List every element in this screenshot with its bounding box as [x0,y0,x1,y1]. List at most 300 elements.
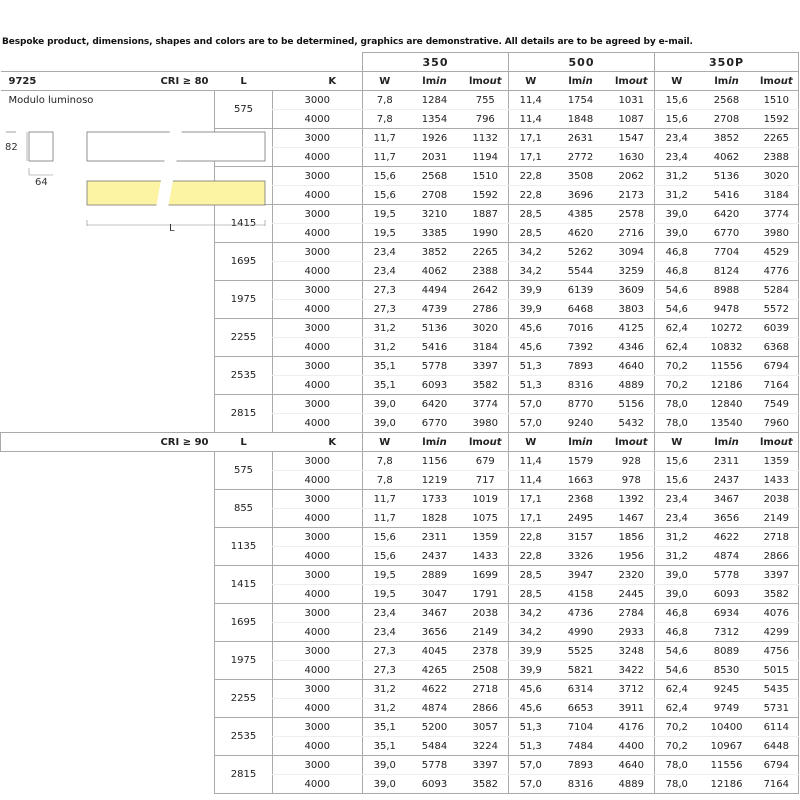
lmout-cell: 1132 [463,129,509,148]
watt-cell: 35,1 [363,376,407,395]
table-row [1,319,799,338]
cct-cell: 3000 [303,91,363,110]
length-cell: 2815 [215,395,273,433]
watt-cell: 78,0 [655,756,699,775]
lmout-cell: 1467 [609,509,655,528]
lmin-col-header: lmin [407,433,463,452]
module-lit-view [87,181,265,205]
lmin-cell: 4045 [407,642,463,661]
lmin-cell: 6093 [699,585,755,604]
watt-cell: 46,8 [655,623,699,642]
watt-col-header: W [363,433,407,452]
watt-cell: 31,2 [655,186,699,205]
lmin-cell: 3047 [407,585,463,604]
watt-cell: 31,2 [655,167,699,186]
lmin-cell: 7484 [553,737,609,756]
lmin-cell: 6468 [553,300,609,319]
table-row [1,471,799,490]
current-500-header: 500 [509,53,655,72]
table-row [1,566,799,585]
lmout-cell: 2718 [755,528,799,547]
lmout-cell: 3582 [755,585,799,604]
watt-cell: 54,6 [655,281,699,300]
cct-cell: 4000 [303,376,363,395]
lmin-cell: 8988 [699,281,755,300]
lmout-cell: 5731 [755,699,799,718]
lmin-col-header: lmin [699,72,755,91]
lmout-cell: 4076 [755,604,799,623]
watt-cell: 45,6 [509,338,553,357]
watt-cell: 23,4 [655,129,699,148]
watt-cell: 46,8 [655,604,699,623]
watt-cell: 31,2 [363,680,407,699]
watt-cell: 45,6 [509,319,553,338]
table-row [1,642,799,661]
watt-cell: 62,4 [655,699,699,718]
cct-cell: 4000 [303,186,363,205]
watt-cell: 31,2 [363,338,407,357]
lmin-cell: 4622 [699,528,755,547]
lmout-cell: 2784 [609,604,655,623]
watt-cell: 39,0 [363,756,407,775]
watt-cell: 34,2 [509,623,553,642]
cct-cell: 4000 [303,509,363,528]
table-row [1,718,799,737]
length-cell: 1975 [215,642,273,680]
watt-cell: 7,8 [363,452,407,471]
lmin-cell: 7312 [699,623,755,642]
cct-cell: 3000 [303,680,363,699]
lmout-cell: 3057 [463,718,509,737]
lmout-cell: 2445 [609,585,655,604]
cct-cell: 3000 [303,718,363,737]
lmout-cell: 1791 [463,585,509,604]
watt-cell: 27,3 [363,661,407,680]
watt-cell: 51,3 [509,376,553,395]
watt-cell: 57,0 [509,395,553,414]
watt-cell: 70,2 [655,718,699,737]
lmout-cell: 2265 [463,243,509,262]
watt-cell: 46,8 [655,243,699,262]
watt-cell: 31,2 [363,319,407,338]
table-row [1,414,799,433]
lmout-cell: 2642 [463,281,509,300]
lmout-cell: 1510 [755,91,799,110]
watt-cell: 31,2 [655,547,699,566]
lmout-cell: 3224 [463,737,509,756]
lmout-cell: 1990 [463,224,509,243]
lmin-cell: 7704 [699,243,755,262]
lmout-cell: 1699 [463,566,509,585]
lmin-cell: 3656 [407,623,463,642]
lmin-cell: 3467 [699,490,755,509]
lmout-col-header: lmout [609,72,655,91]
table-row [1,680,799,699]
lmout-cell: 6368 [755,338,799,357]
lmout-cell: 1075 [463,509,509,528]
cct-col-header: K [303,433,363,452]
lmout-cell: 2933 [609,623,655,642]
lmout-cell: 1392 [609,490,655,509]
lmin-cell: 7016 [553,319,609,338]
current-group-header [1,53,799,72]
watt-cell: 23,4 [363,623,407,642]
lmout-cell: 2038 [755,490,799,509]
table-row [1,547,799,566]
watt-cell: 23,4 [363,243,407,262]
lmin-cell: 2772 [553,148,609,167]
lmin-cell: 8316 [553,775,609,794]
lmin-cell: 4990 [553,623,609,642]
watt-cell: 23,4 [363,604,407,623]
lmin-cell: 10272 [699,319,755,338]
cct-cell: 4000 [303,661,363,680]
watt-col-header: W [655,433,699,452]
lmin-cell: 3508 [553,167,609,186]
watt-cell: 23,4 [655,490,699,509]
lmin-cell: 6420 [699,205,755,224]
watt-cell: 11,7 [363,129,407,148]
watt-cell: 19,5 [363,585,407,604]
watt-cell: 34,2 [509,243,553,262]
lmout-cell: 2866 [755,547,799,566]
lmin-cell: 5262 [553,243,609,262]
lmin-cell: 1926 [407,129,463,148]
lmin-cell: 1579 [553,452,609,471]
watt-cell: 39,0 [655,205,699,224]
lmout-cell: 3980 [463,414,509,433]
watt-cell: 15,6 [655,110,699,129]
watt-cell: 57,0 [509,756,553,775]
cct-cell: 4000 [303,338,363,357]
lmout-cell: 1887 [463,205,509,224]
width-dimension-label: 64 [35,177,48,188]
cct-cell: 4000 [303,623,363,642]
disclaimer-text: Bespoke product, dimensions, shapes and colors are to be determined, graphics are demonstrative. All details are to be agreed by e-mail. [2,37,693,47]
lmin-cell: 1848 [553,110,609,129]
watt-cell: 39,9 [509,642,553,661]
lmout-cell: 4889 [609,775,655,794]
lmout-cell: 2388 [463,262,509,281]
watt-cell: 39,0 [363,414,407,433]
watt-cell: 51,3 [509,718,553,737]
lmout-cell: 5572 [755,300,799,319]
lmin-cell: 3696 [553,186,609,205]
lmout-cell: 1547 [609,129,655,148]
watt-cell: 78,0 [655,775,699,794]
watt-cell: 62,4 [655,338,699,357]
lmout-cell: 1031 [609,91,655,110]
lmin-cell: 4739 [407,300,463,319]
lmout-cell: 4400 [609,737,655,756]
watt-col-header: W [655,72,699,91]
lmout-cell: 2149 [755,509,799,528]
lmout-cell: 6794 [755,756,799,775]
table-row [1,338,799,357]
lmout-cell: 717 [463,471,509,490]
lmout-cell: 796 [463,110,509,129]
cct-cell: 3000 [303,566,363,585]
table-row [1,376,799,395]
cct-cell: 3000 [303,243,363,262]
lmin-cell: 4736 [553,604,609,623]
watt-cell: 15,6 [363,547,407,566]
watt-cell: 34,2 [509,604,553,623]
lmout-cell: 1630 [609,148,655,167]
watt-cell: 15,6 [363,528,407,547]
lmout-cell: 978 [609,471,655,490]
lmin-cell: 4874 [699,547,755,566]
lmout-cell: 3911 [609,699,655,718]
watt-cell: 27,3 [363,300,407,319]
lmin-cell: 5136 [407,319,463,338]
lmout-cell: 3609 [609,281,655,300]
watt-cell: 35,1 [363,357,407,376]
watt-cell: 70,2 [655,737,699,756]
lmin-cell: 3157 [553,528,609,547]
lmout-cell: 2149 [463,623,509,642]
lmin-cell: 1733 [407,490,463,509]
lmout-cell: 5015 [755,661,799,680]
lmin-cell: 4158 [553,585,609,604]
watt-cell: 70,2 [655,376,699,395]
lmin-cell: 5778 [407,357,463,376]
lmin-cell: 10400 [699,718,755,737]
lmin-cell: 4494 [407,281,463,300]
lmin-col-header: lmin [699,433,755,452]
length-cell: 2255 [215,680,273,718]
lmout-cell: 2320 [609,566,655,585]
lmout-cell: 4889 [609,376,655,395]
lmout-cell: 1019 [463,490,509,509]
lmin-cell: 1156 [407,452,463,471]
lmin-cell: 8316 [553,376,609,395]
length-dimension-label: L [169,223,175,234]
lmin-cell: 4620 [553,224,609,243]
lmin-cell: 4874 [407,699,463,718]
lmout-cell: 6039 [755,319,799,338]
watt-cell: 62,4 [655,319,699,338]
length-col-header: L [215,433,273,452]
lmout-cell: 3020 [755,167,799,186]
lmin-cell: 4062 [407,262,463,281]
lmout-cell: 4640 [609,357,655,376]
cct-cell: 4000 [303,471,363,490]
lmin-cell: 4622 [407,680,463,699]
watt-cell: 17,1 [509,148,553,167]
cct-cell: 3000 [303,129,363,148]
length-col-header: L [215,72,273,91]
watt-cell: 22,8 [509,167,553,186]
lmin-cell: 2311 [699,452,755,471]
lmin-cell: 2031 [407,148,463,167]
cct-cell: 3000 [303,452,363,471]
cct-cell: 3000 [303,357,363,376]
lmout-cell: 2716 [609,224,655,243]
lmin-cell: 5778 [407,756,463,775]
cct-cell: 4000 [303,414,363,433]
cct-cell: 4000 [303,547,363,566]
lmout-cell: 3712 [609,680,655,699]
lmin-col-header: lmin [407,72,463,91]
lmin-cell: 10967 [699,737,755,756]
lmout-cell: 4125 [609,319,655,338]
table-row [1,357,799,376]
lmout-cell: 1359 [755,452,799,471]
lmin-cell: 9478 [699,300,755,319]
watt-cell: 39,0 [655,566,699,585]
lmout-cell: 1592 [755,110,799,129]
lmin-cell: 12840 [699,395,755,414]
lmout-cell: 4299 [755,623,799,642]
table-row [1,528,799,547]
lmout-cell: 1433 [755,471,799,490]
lmout-cell: 5435 [755,680,799,699]
lmin-cell: 4062 [699,148,755,167]
lmout-cell: 3259 [609,262,655,281]
length-cell: 1975 [215,281,273,319]
cct-cell: 4000 [303,585,363,604]
cct-cell: 4000 [303,775,363,794]
lmin-cell: 3852 [699,129,755,148]
lmout-cell: 7960 [755,414,799,433]
lmin-cell: 2631 [553,129,609,148]
lmin-cell: 3210 [407,205,463,224]
lmout-cell: 3774 [755,205,799,224]
lmin-cell: 6093 [407,376,463,395]
lmin-cell: 5200 [407,718,463,737]
watt-cell: 34,2 [509,262,553,281]
length-cell: 1695 [215,604,273,642]
lmout-cell: 3397 [755,566,799,585]
lmout-cell: 2388 [755,148,799,167]
watt-cell: 11,7 [363,509,407,528]
watt-cell: 31,2 [363,699,407,718]
table-row [1,699,799,718]
lmin-cell: 6314 [553,680,609,699]
watt-cell: 19,5 [363,205,407,224]
watt-cell: 17,1 [509,129,553,148]
table-row [1,452,799,471]
table-row [1,737,799,756]
cct-cell: 3000 [303,205,363,224]
lmin-cell: 6770 [699,224,755,243]
lmin-cell: 13540 [699,414,755,433]
watt-cell: 78,0 [655,414,699,433]
lmout-cell: 4529 [755,243,799,262]
lmin-cell: 2889 [407,566,463,585]
lmout-cell: 2786 [463,300,509,319]
length-cell: 1135 [215,528,273,566]
lmin-cell: 5416 [699,186,755,205]
watt-cell: 35,1 [363,737,407,756]
length-cell: 2815 [215,756,273,794]
lmin-cell: 1828 [407,509,463,528]
lmin-cell: 9240 [553,414,609,433]
lmout-cell: 2578 [609,205,655,224]
lmout-cell: 1194 [463,148,509,167]
watt-cell: 15,6 [363,186,407,205]
lmin-cell: 4265 [407,661,463,680]
lmout-cell: 4776 [755,262,799,281]
lmout-cell: 4756 [755,642,799,661]
table-row [1,775,799,794]
lmin-cell: 2437 [407,547,463,566]
lmin-cell: 1284 [407,91,463,110]
lmout-cell: 3774 [463,395,509,414]
lmout-cell: 3184 [463,338,509,357]
watt-cell: 22,8 [509,528,553,547]
model-number: 9725 [8,75,37,87]
cct-cell: 3000 [303,756,363,775]
lmin-cell: 6770 [407,414,463,433]
lmout-cell: 2508 [463,661,509,680]
lmin-cell: 10832 [699,338,755,357]
watt-cell: 15,6 [363,167,407,186]
cct-cell: 4000 [303,737,363,756]
cct-cell: 4000 [303,300,363,319]
watt-cell: 23,4 [655,148,699,167]
lmin-cell: 3326 [553,547,609,566]
watt-cell: 28,5 [509,224,553,243]
lmout-cell: 1592 [463,186,509,205]
lmout-cell: 4640 [609,756,655,775]
table-row [1,756,799,775]
lmout-cell: 3094 [609,243,655,262]
lmin-cell: 5416 [407,338,463,357]
lmin-cell: 6934 [699,604,755,623]
watt-cell: 62,4 [655,680,699,699]
lmout-cell: 2378 [463,642,509,661]
watt-cell: 11,7 [363,148,407,167]
cct-cell: 4000 [303,699,363,718]
lmout-cell: 1856 [609,528,655,547]
lmin-cell: 5821 [553,661,609,680]
lmin-cell: 11556 [699,756,755,775]
lmout-cell: 2866 [463,699,509,718]
watt-cell: 45,6 [509,699,553,718]
watt-cell: 17,1 [509,509,553,528]
lmin-cell: 9245 [699,680,755,699]
lmin-cell: 5136 [699,167,755,186]
watt-cell: 7,8 [363,471,407,490]
lmin-cell: 6420 [407,395,463,414]
cct-cell: 3000 [303,528,363,547]
lmout-cell: 3184 [755,186,799,205]
watt-cell: 54,6 [655,642,699,661]
lmout-cell: 679 [463,452,509,471]
table-row [1,91,799,110]
length-cell: 2535 [215,357,273,395]
lmout-cell: 6794 [755,357,799,376]
lmout-cell: 3397 [463,756,509,775]
lmin-col-header: lmin [553,433,609,452]
lmout-cell: 2173 [609,186,655,205]
table-row [1,661,799,680]
table-row [1,300,799,319]
lmout-cell: 755 [463,91,509,110]
watt-cell: 51,3 [509,357,553,376]
watt-cell: 78,0 [655,395,699,414]
lmin-cell: 7893 [553,756,609,775]
lmout-cell: 4176 [609,718,655,737]
watt-cell: 15,6 [655,452,699,471]
cct-cell: 3000 [303,604,363,623]
lmout-cell: 5432 [609,414,655,433]
lmin-cell: 7392 [553,338,609,357]
lmin-cell: 8124 [699,262,755,281]
lmin-cell: 2311 [407,528,463,547]
